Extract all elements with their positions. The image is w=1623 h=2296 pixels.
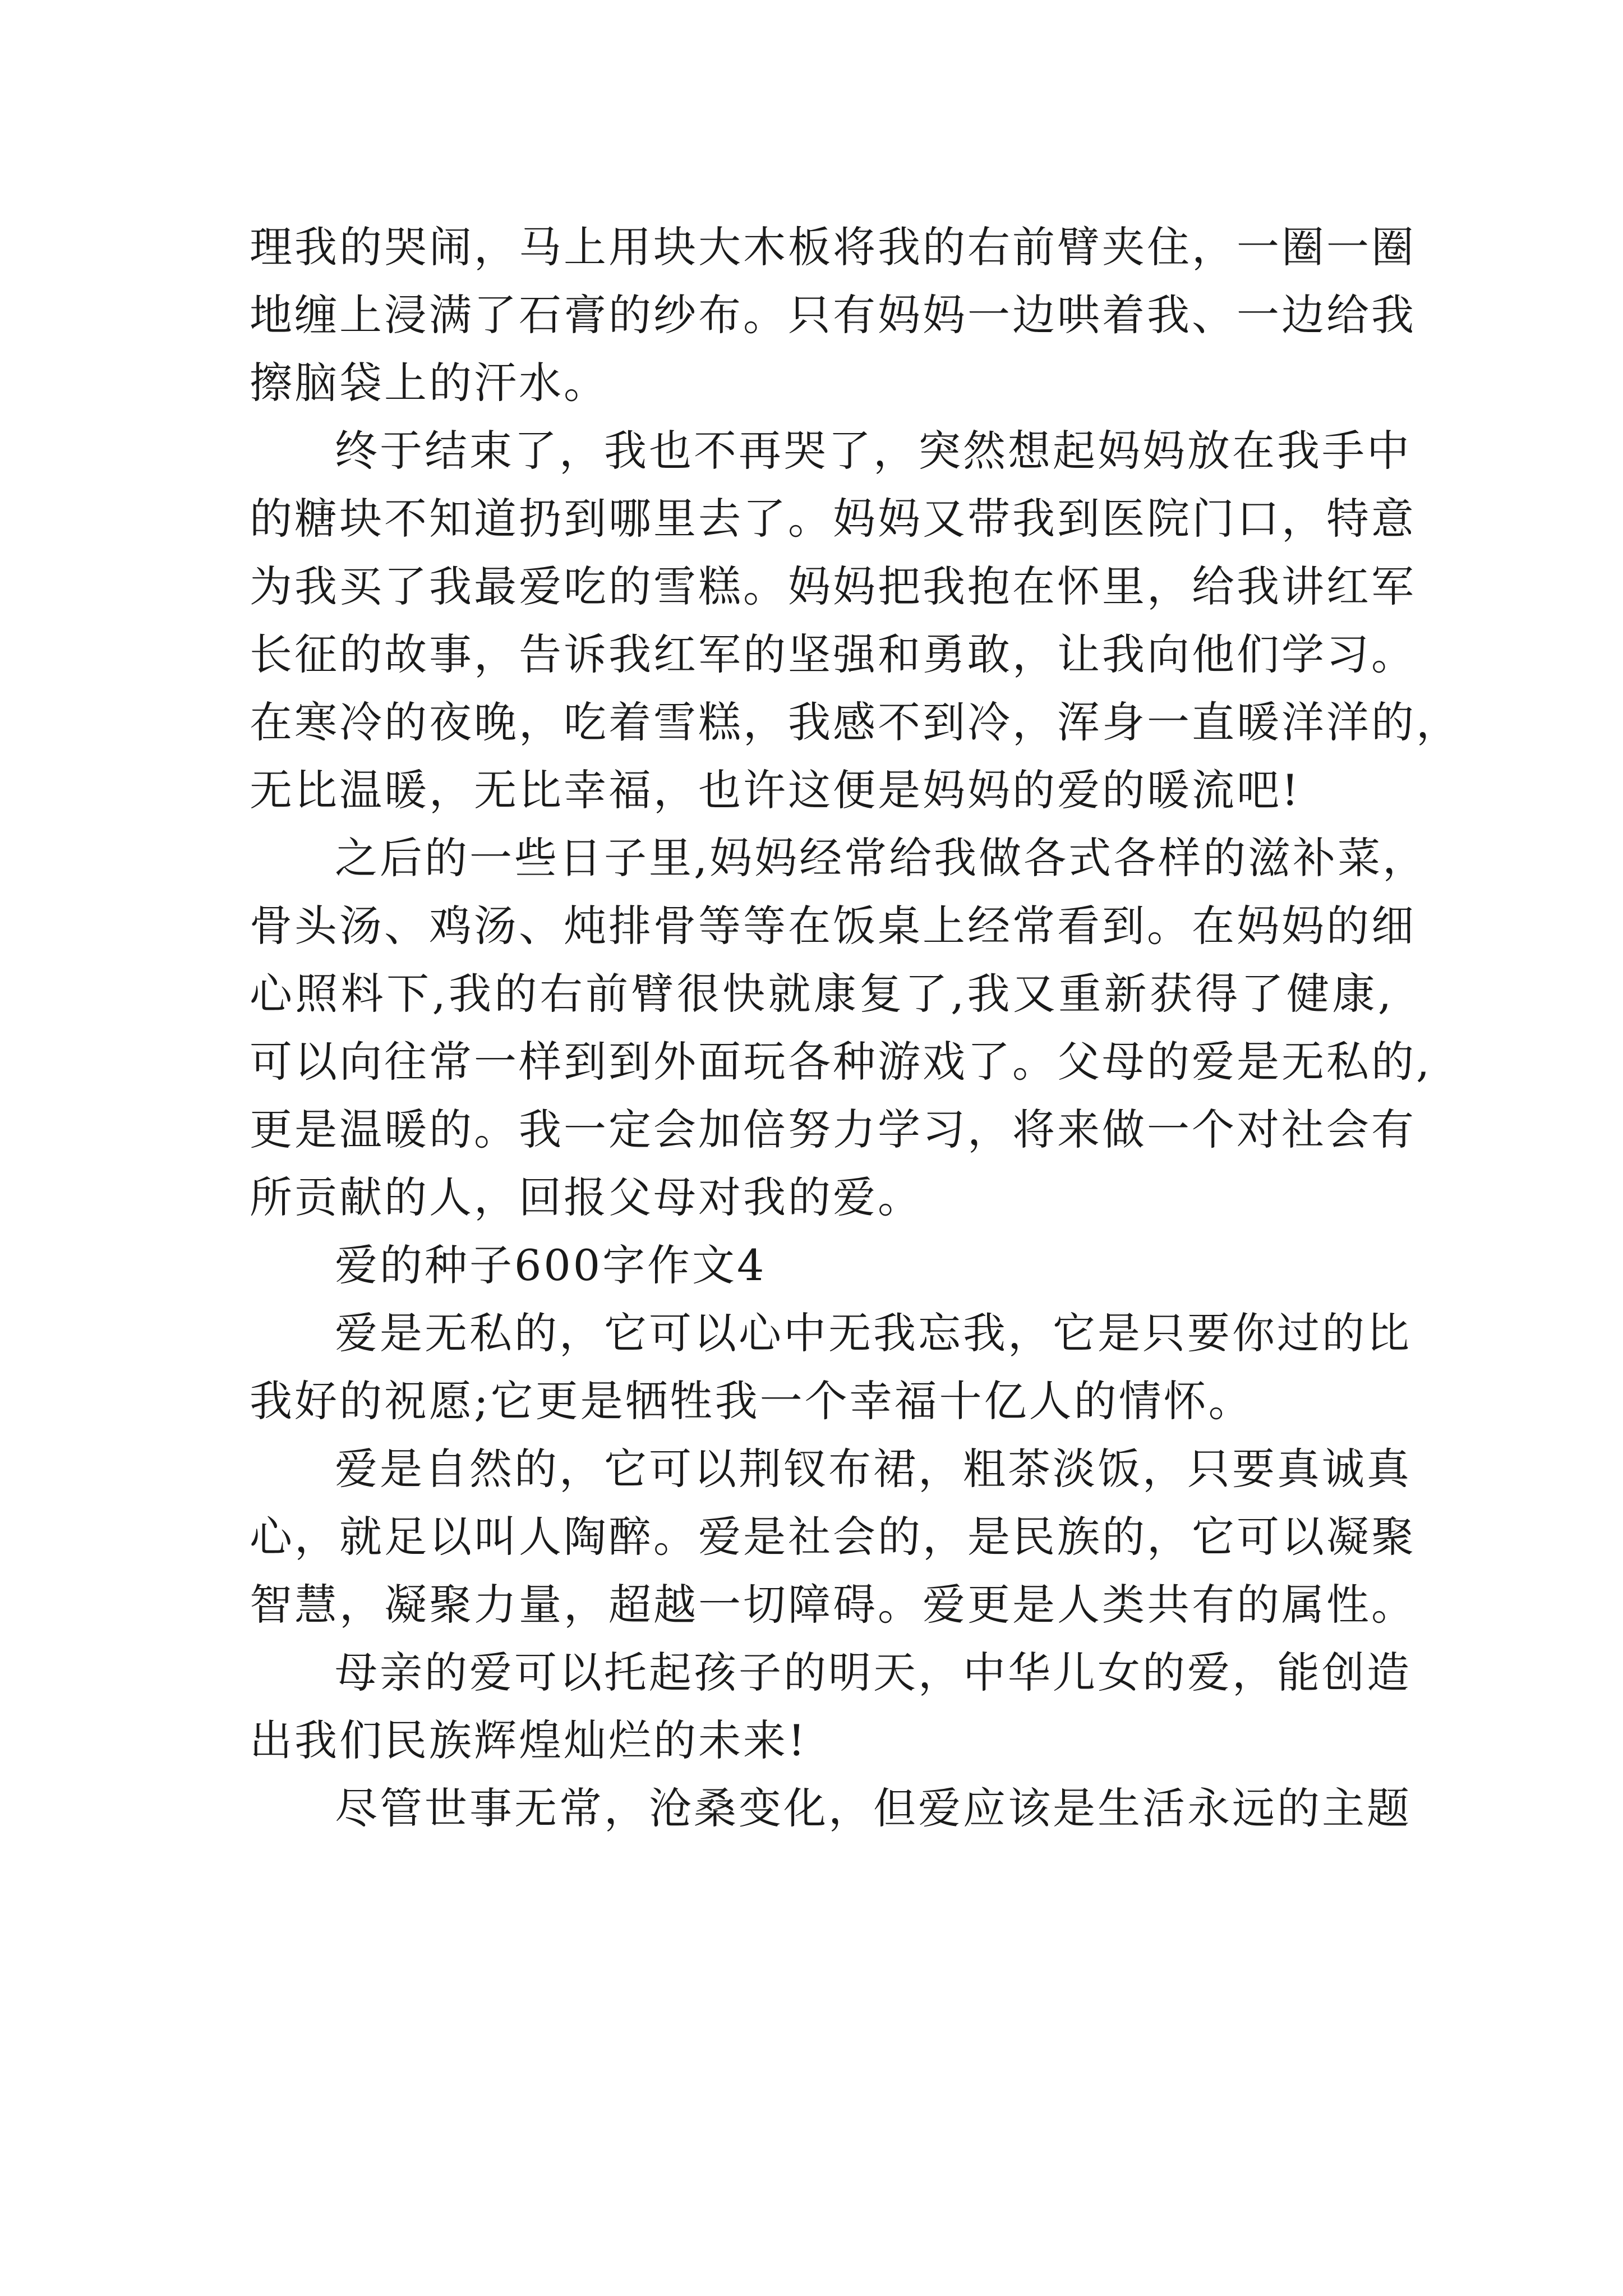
text-line: 终于结束了，我也不再哭了，突然想起妈妈放在我手中	[335, 426, 1412, 476]
text-line: 擦脑袋上的汗水。	[250, 358, 608, 408]
text-line: 心，就足以叫人陶醉。爱是社会的，是民族的，它可以凝聚	[250, 1512, 1416, 1562]
section-heading: 爱的种子600字作文4	[335, 1240, 767, 1290]
paragraph	[250, 1774, 1412, 1842]
paragraph	[250, 417, 1461, 824]
text-line: 长征的故事，告诉我红军的坚强和勇敢，让我向他们学习。	[250, 629, 1416, 679]
text-line: 理我的哭闹，马上用块大木板将我的右前臂夹住，一圈一圈	[250, 222, 1416, 272]
text-line: 出我们民族辉煌灿烂的未来!	[250, 1715, 808, 1765]
text-line: 所贡献的人，回报父母对我的爱。	[250, 1172, 923, 1222]
text-line: 无比温暖，无比幸福，也许这便是妈妈的爱的暖流吧!	[250, 765, 1301, 815]
text-line: 地缠上浸满了石膏的纱布。只有妈妈一边哄着我、一边给我	[250, 290, 1416, 340]
text-line: 爱是自然的，它可以荆钗布裙，粗茶淡饭，只要真诚真	[335, 1444, 1412, 1494]
text-line: 心照料下,我的右前臂很快就康复了,我又重新获得了健康,	[250, 969, 1394, 1019]
paragraph	[250, 1435, 1416, 1639]
text-line: 骨头汤、鸡汤、炖排骨等等在饭桌上经常看到。在妈妈的细	[250, 901, 1416, 951]
text-line: 的糖块不知道扔到哪里去了。妈妈又带我到医院门口，特意	[250, 494, 1416, 544]
text-line: 尽管世事无常，沧桑变化，但爱应该是生活永远的主题	[335, 1783, 1412, 1833]
paragraph	[250, 213, 1416, 417]
text-line: 我好的祝愿;它更是牺牲我一个幸福十亿人的情怀。	[250, 1376, 1253, 1426]
text-line: 爱是无私的，它可以心中无我忘我，它是只要你过的比	[335, 1308, 1412, 1358]
text-line: 之后的一些日子里,妈妈经常给我做各式各样的滋补菜，	[335, 833, 1428, 883]
text-body	[250, 213, 1461, 1842]
text-line: 在寒冷的夜晚，吃着雪糕，我感不到冷，浑身一直暖洋洋的，	[250, 697, 1461, 747]
text-line: 更是温暖的。我一定会加倍努力学习，将来做一个对社会有	[250, 1105, 1416, 1154]
paragraph	[250, 824, 1432, 1231]
text-line: 为我买了我最爱吃的雪糕。妈妈把我抱在怀里，给我讲红军	[250, 562, 1416, 611]
paragraph	[250, 1639, 1412, 1774]
text-line: 可以向往常一样到到外面玩各种游戏了。父母的爱是无私的,	[250, 1037, 1432, 1087]
paragraph	[250, 1299, 1412, 1435]
text-line: 智慧，凝聚力量，超越一切障碍。爱更是人类共有的属性。	[250, 1580, 1416, 1630]
text-line: 母亲的爱可以托起孩子的明天，中华儿女的爱，能创造	[335, 1648, 1412, 1697]
